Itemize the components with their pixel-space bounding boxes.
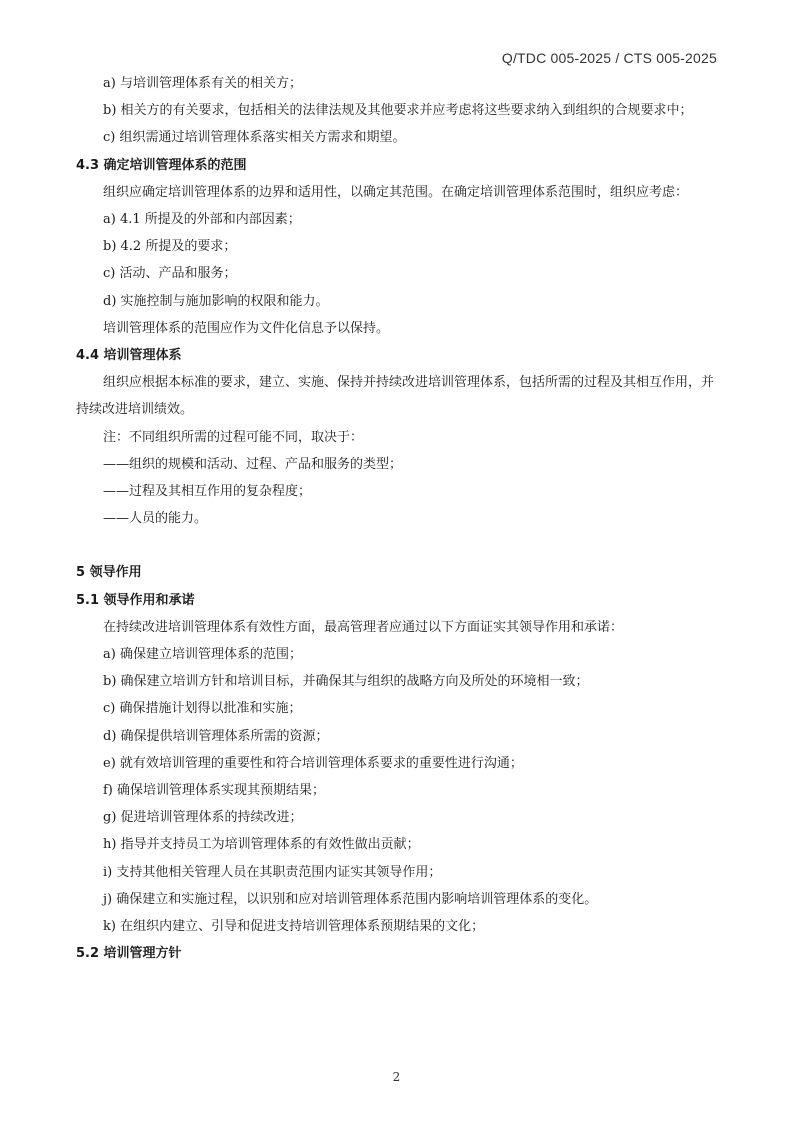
section-heading-4-4: 4.4 培训管理体系 xyxy=(76,348,182,364)
list-item: f) 确保培训管理体系实现其预期结果； xyxy=(103,783,326,799)
list-item: j) 确保建立和实施过程，以识别和应对培训管理体系范围内影响培训管理体系的变化。 xyxy=(103,891,598,907)
dash-list-item: ——人员的能力。 xyxy=(103,511,208,527)
list-item: a) 确保建立培训管理体系的范围； xyxy=(103,647,302,663)
dash-list-item: ——组织的规模和活动、过程、产品和服务的类型； xyxy=(103,456,403,472)
section-heading-4-3: 4.3 确定培训管理体系的范围 xyxy=(76,157,247,173)
list-item: c) 确保措施计划得以批准和实施； xyxy=(103,701,302,717)
dash-list-item: ——过程及其相互作用的复杂程度； xyxy=(103,484,312,500)
list-item: c) 活动、产品和服务； xyxy=(103,266,237,282)
document-body xyxy=(76,70,718,968)
list-item: b) 确保建立培训方针和培训目标，并确保其与组织的战略方向及所处的环境相一致； xyxy=(103,674,589,690)
list-item: d) 确保提供培训管理体系所需的资源； xyxy=(103,728,329,744)
list-item: h) 指导并支持员工为培训管理体系的有效性做出贡献； xyxy=(103,837,420,853)
section-heading-5-2: 5.2 培训管理方针 xyxy=(76,946,182,962)
section-paragraph: 组织应根据本标准的要求，建立、实施、保持并持续改进培训管理体系，包括所需的过程及其相互作用，并持续改进培训绩效。 xyxy=(76,375,715,418)
section-paragraph: 组织应确定培训管理体系的边界和适用性，以确定其范围。在确定培训管理体系范围时，组织应考虑： xyxy=(103,184,689,200)
list-item: a) 4.1 所提及的外部和内部因素； xyxy=(103,212,301,228)
list-item: b) 相关方的有关要求，包括相关的法律法规及其他要求并应考虑将这些要求纳入到组织的合规要求中； xyxy=(103,103,693,119)
section-paragraph: 培训管理体系的范围应作为文件化信息予以保持。 xyxy=(103,320,390,336)
page-number: 2 xyxy=(392,1070,401,1084)
list-item: i) 支持其他相关管理人员在其职责范围内证实其领导作用； xyxy=(103,864,442,880)
section-heading-5: 5 领导作用 xyxy=(76,565,142,581)
list-item: c) 组织需通过培训管理体系落实相关方需求和期望。 xyxy=(103,130,406,146)
list-item: d) 实施控制与施加影响的权限和能力。 xyxy=(103,293,329,309)
list-item: b) 4.2 所提及的要求； xyxy=(103,239,237,255)
note-text: 注：不同组织所需的过程可能不同，取决于： xyxy=(103,429,364,445)
list-item: a) 与培训管理体系有关的相关方； xyxy=(103,76,302,91)
section-spacer xyxy=(76,532,718,559)
section-heading-5-1: 5.1 领导作用和承诺 xyxy=(76,592,195,608)
list-item: k) 在组织内建立、引导和促进支持培训管理体系预期结果的文化； xyxy=(103,919,485,935)
list-item: g) 促进培训管理体系的持续改进； xyxy=(103,810,303,826)
list-item: e) 就有效培训管理的重要性和符合培训管理体系要求的重要性进行沟通； xyxy=(103,755,523,771)
section-paragraph: 在持续改进培训管理体系有效性方面，最高管理者应通过以下方面证实其领导作用和承诺： xyxy=(103,619,624,635)
document-code-header: Q/TDC 005-2025 / CTS 005-2025 xyxy=(501,50,717,66)
